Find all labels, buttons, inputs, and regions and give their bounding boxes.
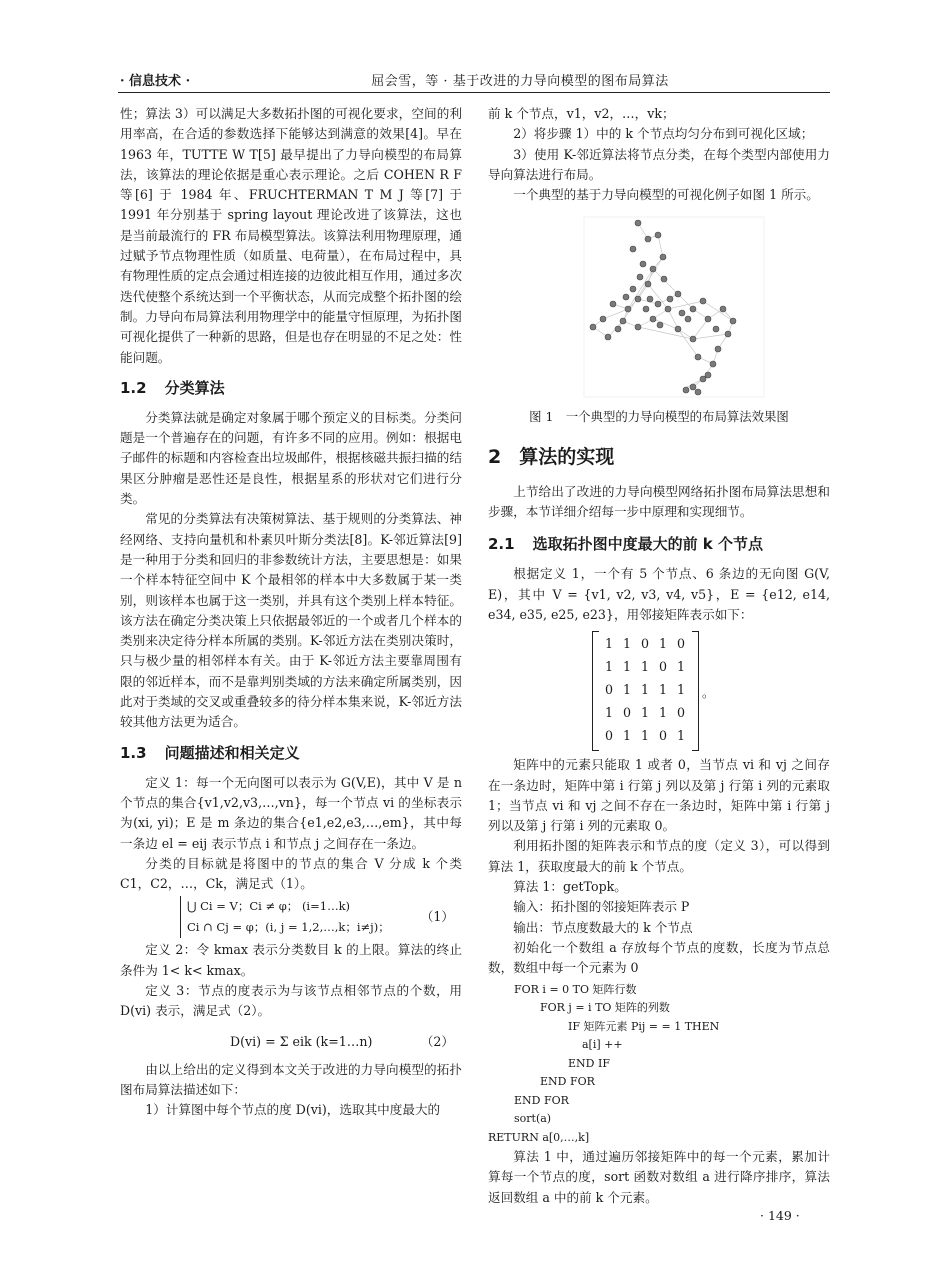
matrix-cell: 1 [622,681,631,697]
matrix-row [600,655,690,678]
section-number: 1.3 [120,743,147,762]
force-directed-graph-image [488,209,830,401]
code-line: FOR j = i TO 矩阵的列数 [540,1001,670,1015]
matrix-left-bracket [592,631,599,751]
section-number: 2.1 [488,535,515,554]
matrix-cell: 1 [640,681,649,697]
paragraph: 分类算法就是确定对象属于哪个预定义的目标类。分类问题是一个普遍存在的问题，有许多不同的应用。例如：根据电子邮件的标题和内容检查出垃圾邮件，根据核磁共振扫描的结果区分肿瘤是恶性还是良性，根据星系的形状对它们进行分类。 [120,409,462,507]
figure-1-caption: 图 1 一个典型的力导向模型的布局算法效果图 [529,409,789,425]
matrix-cell: 0 [640,635,649,651]
paragraph: 由以上给出的定义得到本文关于改进的力导向模型的拓扑图布局算法描述如下： [120,1061,462,1097]
paragraph: 利用拓扑图的矩阵表示和节点的度（定义 3），可以得到算法 1，获取度最大的前 k 个节点。 [488,838,830,874]
matrix-cell: 0 [604,681,613,697]
section-heading-1-2 [120,376,462,400]
code-line: a[i] ++ [582,1038,623,1052]
algorithm-output: 输出：节点度数最大的 k 个节点 [513,919,693,935]
section-heading-1-3 [120,741,462,765]
section-heading-2 [488,442,830,472]
article-running-title: 屈会雪，等 · 基于改进的力导向模型的图布局算法 [371,74,669,89]
paragraph: 矩阵中的元素只能取 1 或者 0，当节点 vi 和 vj 之间存在一条边时，矩阵中第 i 行第 j 列以及第 j 行第 i 列的元素取 1；当节点 vi 和 vj 之间不存在一条边时，矩阵中第 i 行第 j 列以及第 j 行第 i 列的元素取 0。 [488,757,830,834]
code-line: END FOR [540,1075,595,1089]
matrix-cell: 0 [658,658,667,674]
matrix-cell: 1 [658,681,667,697]
algorithm-input: 输入：拓扑图的邻接矩阵表示 P [513,899,690,915]
code-line: END IF [568,1056,610,1070]
matrix-cell: 1 [640,658,649,674]
pseudocode [488,981,830,1148]
paragraph: 定义 3：节点的度表示为与该节点相邻节点的个数，用 D(vi) 表示，满足式（2）。 [120,982,462,1019]
matrix-cell: 1 [604,704,613,720]
matrix-table [600,632,690,747]
paragraph: 一个典型的基于力导向模型的可视化例子如图 1 所示。 [513,187,819,203]
section-title: 分类算法 [164,378,225,397]
page-number: · 149 · [760,1208,800,1223]
paragraph: 上节给出了改进的力导向模型网络拓扑图布局算法思想和步骤，本节详细介绍每一步中原理和实现细节。 [488,483,830,520]
left-column [120,104,462,1120]
section-number: 1.2 [120,378,147,397]
paragraph: 1）计算图中每个节点的度 D(vi)，选取其中度最大的 [145,1102,441,1118]
matrix-cell: 1 [676,727,685,743]
matrix-cell: 1 [622,658,631,674]
matrix-row [600,678,690,701]
matrix-cell: 0 [676,704,685,720]
code-line: END FOR [514,1093,569,1107]
matrix-cell: 1 [604,635,613,651]
running-header [120,66,830,90]
section-number: 2 [488,445,502,468]
paragraph: 根据定义 1，一个有 5 个节点、6 条边的无向图 G(V, E)，其中 V = {v1, v2, v3, v4, v5}，E = {e12, e14, e34, e35, e25, e23}，用邻接矩阵表示如下： [488,566,830,622]
matrix-cell: 1 [658,635,667,651]
code-line: IF 矩阵元素 Pij = = 1 THEN [568,1019,720,1033]
code-line: FOR i = 0 TO 矩阵行数 [514,982,637,996]
matrix-cell: 1 [640,704,649,720]
section-title: 选取拓扑图中度最大的前 k 个节点 [532,535,763,554]
header-rule [118,92,830,93]
matrix-cell: 0 [676,635,685,651]
matrix-cell: 1 [640,727,649,743]
paragraph: 定义 1：每一个无向图可以表示为 G(V,E)，其中 V 是 n 个节点的集合{v1,v2,v3,…,vn}，每一个节点 vi 的坐标表示为(xi, yi)；E 是 m 条边的集合{e1,e2,e3,…,em}，其中每一条边 el = eij 表示节点 i 和节点 j 之间存在一条边。 [120,774,462,851]
equation-2 [120,1026,462,1060]
right-column [488,104,830,1208]
paragraph: 2）将步骤 1）中的 k 个节点均匀分布到可视化区域； [513,126,814,142]
equation-2-body: D(vi) = Σ eik (k=1…n) [230,1033,373,1049]
section-heading-2-1 [488,532,830,556]
code-line: sort(a) [514,1112,552,1126]
matrix-row [600,701,690,724]
matrix-row [600,724,690,747]
paragraph: 常见的分类算法有决策树算法、基于规则的分类算法、神经网络、支持向量机和朴素贝叶斯分类法[8]。K-邻近算法[9] 是一种用于分类和回归的非参数统计方法，主要思想是：如果一个样本特征空间中 K 个最相邻的样本中大多数属于某一类别，则该样本也属于这一类别，并具有这个类别上样本特征。该方法在确定分类决策上只依据最邻近的一个或者几个样本的类别来决定待分样本所属的类别。K-邻近方法在类别决策时，只与极少量的相邻样本有关。由于 K-邻近方法主要靠周围有限的邻近样本，而不是靠判别类域的方法来确定所属类别，因此对于类域的交叉或重叠较多的待分样本集来说，K-邻近方法较其他方法更为适合。 [120,511,462,730]
matrix-cell: 1 [622,635,631,651]
equation-number: （1） [420,909,454,925]
matrix-row [600,632,690,655]
equation-number: （2） [420,1033,454,1049]
figure-1 [488,209,830,401]
algorithm-init: 初始化一个数组 a 存放每个节点的度数，长度为节点总数，数组中每一个元素为 0 [488,939,830,976]
matrix-cell: 1 [604,658,613,674]
paragraph: 性；算法 3）可以满足大多数拓扑图的可视化要求，空间的利用率高，在合适的参数选择下能够达到满意的效果[4]。早在 1963 年，TUTTE W T[5] 最早提出了力导向模型的布局算法，该算法的理论依据是重心表示理论。之后 COHEN R F 等[6] 于 1984 年、FRUCHTERMAN T M J 等[7] 于 1991 年分别基于 spring layout 理论改进了该算法，这也是当前最流行的 FR 布局模型算法。该算法利用物理原理，通过赋予节点物理性质（如质量、电荷量），在布局过程中，具有物理性质的定点会通过相连接的边彼此相互作用，通过多次迭代使整个系统达到一个平衡状态，从而完成整个拓扑图的绘制。力导向布局算法利用物理学中的能量守恒原理，为拓扑图可视化提供了一种新的思路，但是也存在明显的不足之处：性能问题。 [120,106,462,365]
paragraph: 前 k 个节点，v1，v2，…，vk； [488,106,675,121]
matrix-cell: 0 [658,727,667,743]
paragraph: 算法 1 中，通过遍历邻接矩阵中的每一个元素，累加计算每一个节点的度，sort 函数对数组 a 进行降序排序，算法返回数组 a 中的前 k 个元素。 [488,1149,830,1205]
paragraph: 3）使用 K-邻近算法将节点分类，在每个类型内部使用力导向算法进行布局。 [488,146,830,182]
matrix-cell: 1 [676,681,685,697]
matrix-end-mark: 。 [702,685,715,701]
equation-1-line-a: ⋃ Ci = V；Ci ≠ φ； (i=1…k) [187,899,351,914]
equation-1 [120,896,462,940]
matrix-cell: 0 [622,704,631,720]
algorithm-name: 算法 1：getTopk。 [513,879,627,895]
adjacency-matrix [592,631,715,751]
paragraph: 定义 2：令 kmax 表示分类数目 k 的上限。算法的终止条件为 1< k< kmax。 [120,942,462,978]
section-title: 算法的实现 [519,445,615,468]
equation-1-line-b: Ci ∩ Cj = φ；(i, j = 1,2,…,k；i≠j)； [187,920,390,935]
code-line: RETURN a[0,…,k] [488,1130,590,1144]
matrix-cell: 1 [676,658,685,674]
journal-section: · 信息技术 · [120,74,191,89]
matrix-cell: 1 [622,727,631,743]
matrix-cell: 0 [604,727,613,743]
matrix-cell: 1 [658,704,667,720]
section-title: 问题描述和相关定义 [164,743,300,762]
matrix-right-bracket [692,631,699,751]
paragraph: 分类的目标就是将图中的节点的集合 V 分成 k 个类 C1，C2，…，Ck，满足式（1）。 [120,855,462,892]
